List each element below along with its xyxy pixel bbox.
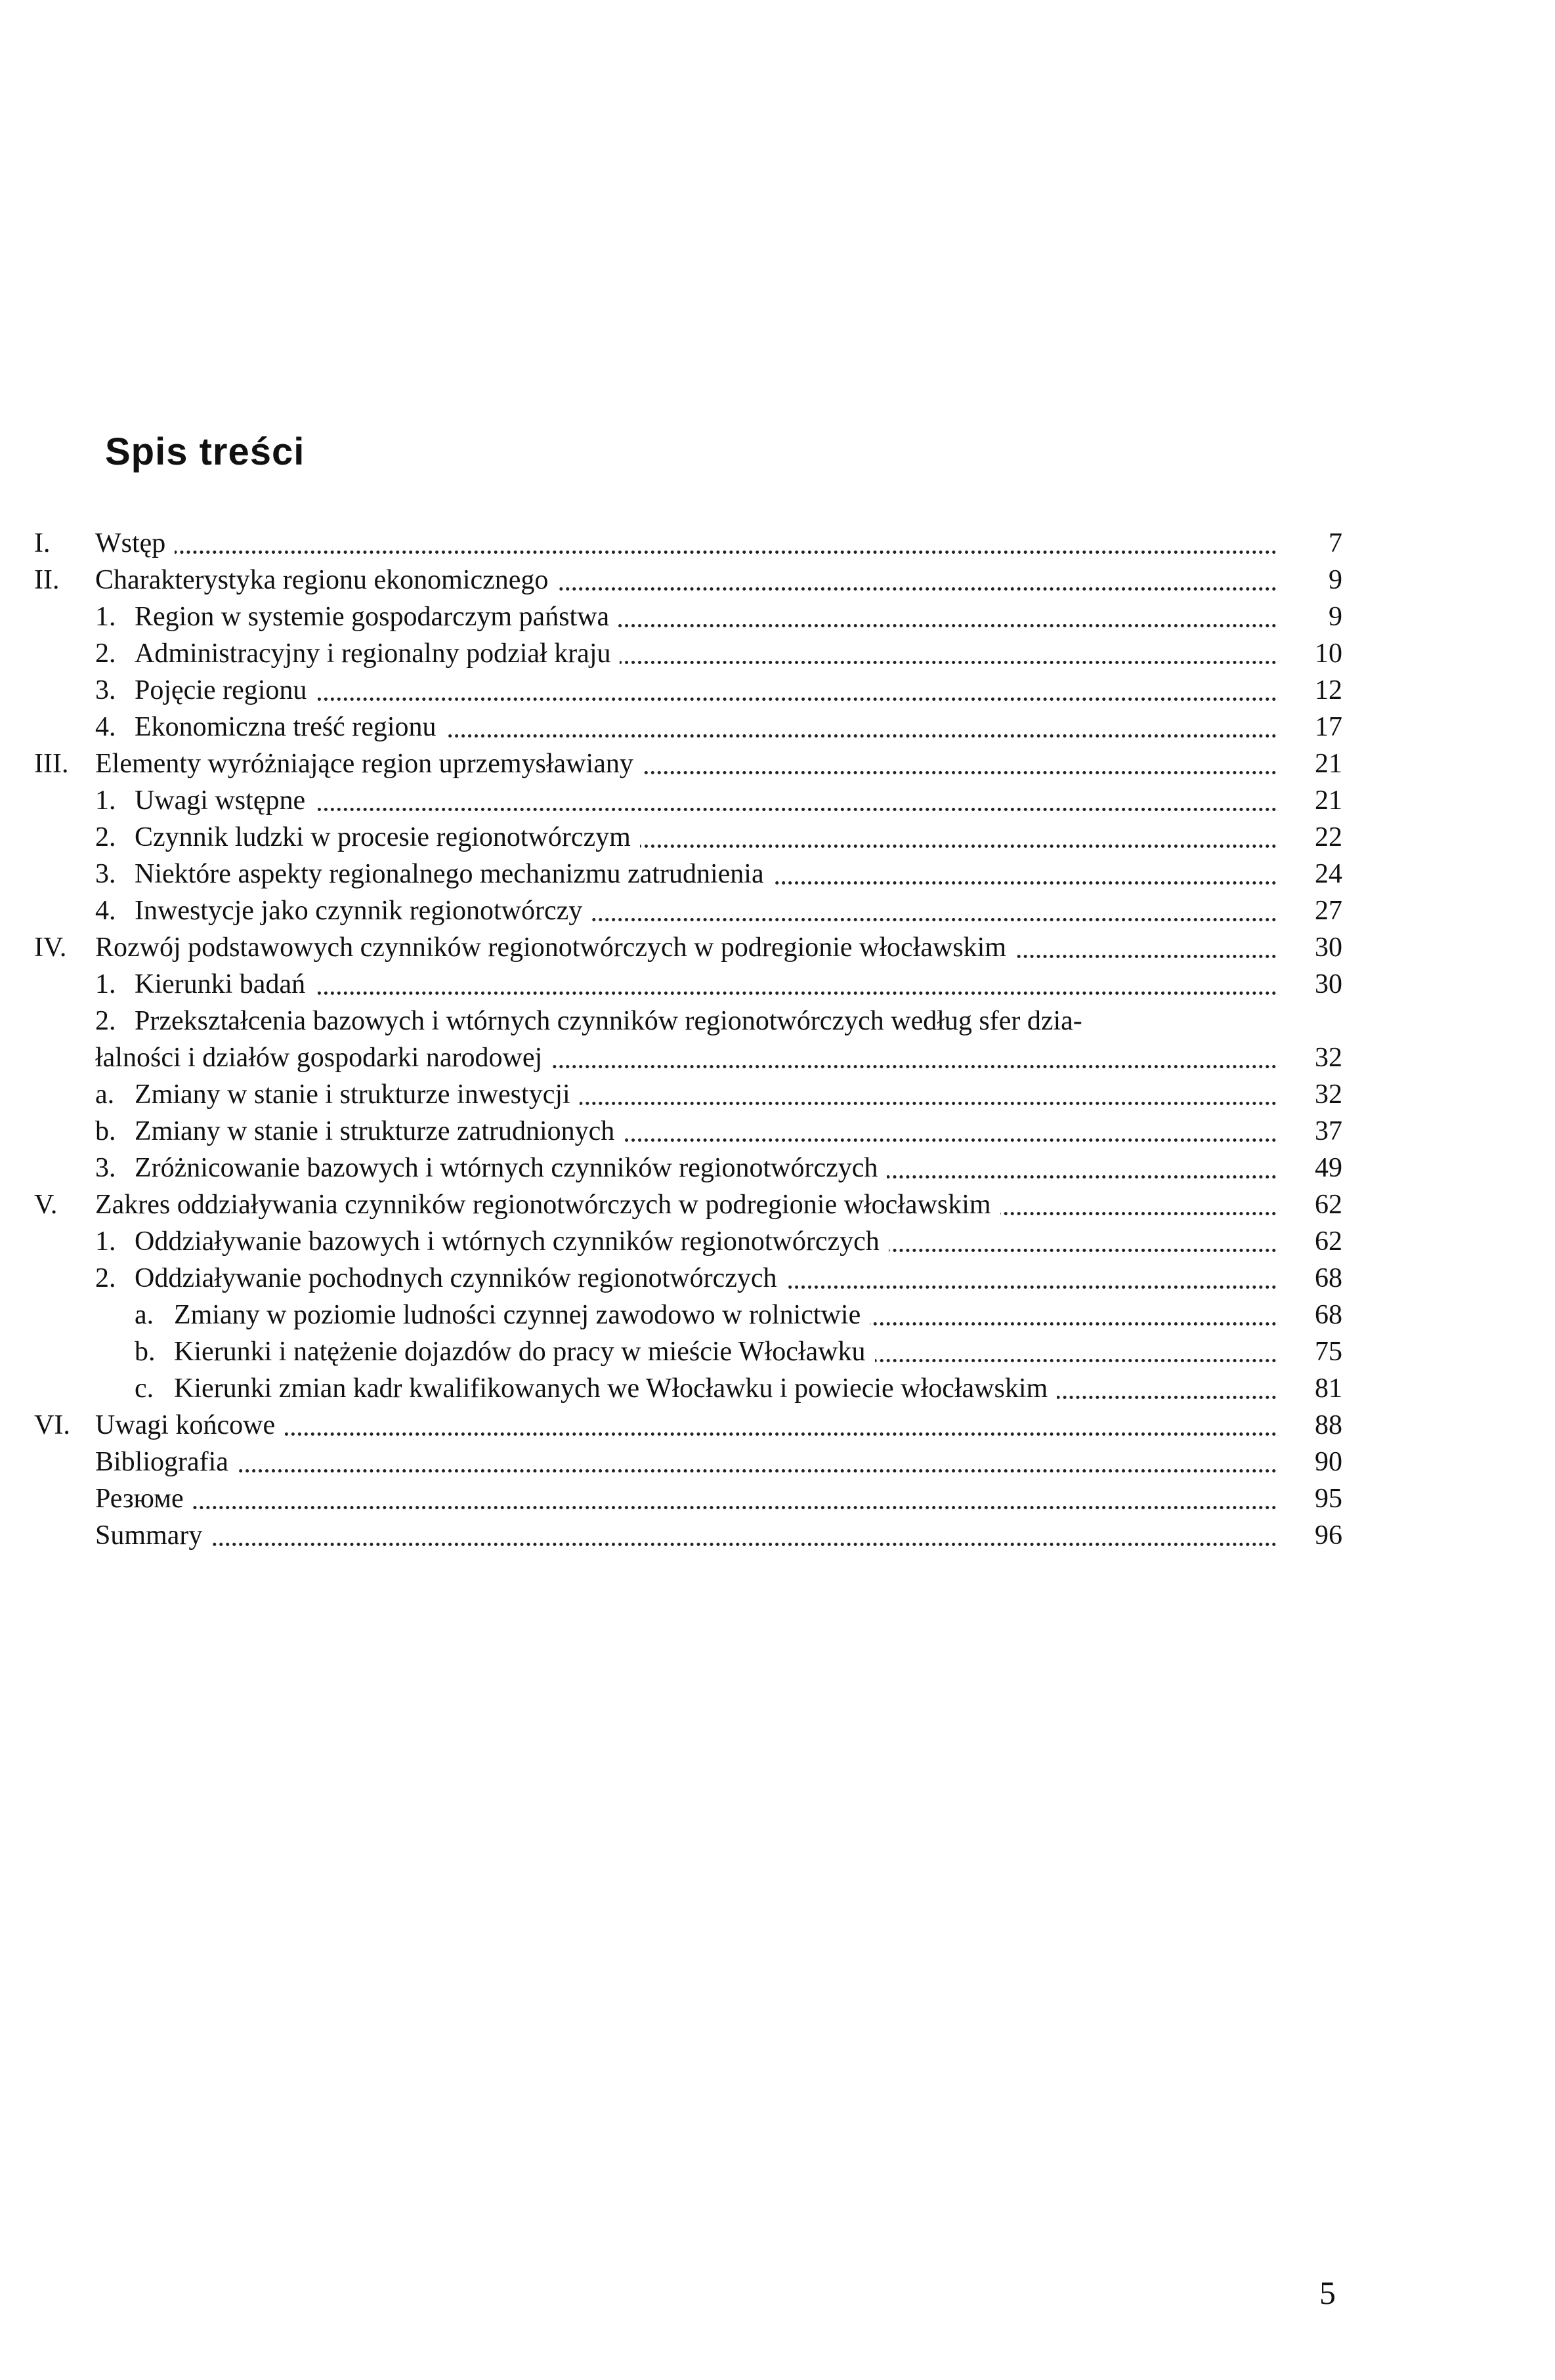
dot-leader xyxy=(95,1469,1277,1472)
toc-entry-title-text: Zmiany w poziomie ludności czynnej zawodowo w rolnictwie xyxy=(174,1300,870,1330)
toc-entry-page: 7 xyxy=(1329,528,1342,558)
toc-entry-title-text: Uwagi końcowe xyxy=(95,1410,284,1440)
toc-entry-number: III. xyxy=(34,749,69,779)
toc-entry-title-text: Rozwój podstawowych czynników regionotwórczych w podregionie włocławskim xyxy=(95,932,1015,963)
toc-entry-title xyxy=(135,966,1277,1003)
toc-entry-title xyxy=(135,598,1277,635)
dot-leader xyxy=(95,1543,1277,1546)
toc-entry-number: 3. xyxy=(95,1153,116,1183)
toc-entry-title xyxy=(95,562,1277,598)
toc-entry-number: 1. xyxy=(95,785,116,816)
toc-entry-title xyxy=(95,745,1277,782)
toc-entry xyxy=(0,1260,1555,1297)
toc-entry xyxy=(0,709,1555,745)
toc-entry-page: 62 xyxy=(1315,1190,1342,1220)
toc-entry-number: 2. xyxy=(95,1263,116,1293)
toc-entry-number: 1. xyxy=(95,1226,116,1257)
toc-entry-title xyxy=(135,1076,1277,1113)
toc-entry xyxy=(0,929,1555,966)
toc-entry-number: 4. xyxy=(95,712,116,742)
toc-entry-page: 75 xyxy=(1315,1337,1342,1367)
toc-entry-title-text: Резюме xyxy=(95,1484,193,1514)
toc-entry-title-text: Zmiany w stanie i strukturze inwestycji xyxy=(135,1079,580,1110)
toc-entry-title xyxy=(135,856,1277,892)
page-number: 5 xyxy=(1319,2274,1336,2311)
toc-entry xyxy=(0,1003,1555,1039)
dot-leader xyxy=(95,1506,1277,1509)
toc-entry-number: IV. xyxy=(34,932,67,963)
toc-entry-number: a. xyxy=(135,1300,154,1330)
toc-entry xyxy=(0,1480,1555,1517)
toc-entry-title-text: Bibliografia xyxy=(95,1447,238,1477)
toc-entry xyxy=(0,856,1555,892)
toc-entry-title-text: Uwagi wstępne xyxy=(135,785,314,816)
toc-entry-page: 32 xyxy=(1315,1043,1342,1073)
toc-entry-title-text: Administracyjny i regionalny podział kraju xyxy=(135,638,620,669)
toc-entry-title-text: Czynnik ludzki w procesie regionotwórczym xyxy=(135,822,640,852)
toc-entry-title xyxy=(95,1480,1277,1517)
toc-entry xyxy=(0,1039,1555,1076)
toc-entry-page: 62 xyxy=(1315,1226,1342,1257)
toc-entry xyxy=(0,672,1555,709)
toc-entry-page: 10 xyxy=(1315,638,1342,669)
toc-entry xyxy=(0,1223,1555,1260)
toc-entry xyxy=(0,1333,1555,1370)
toc-entry-number: 3. xyxy=(95,859,116,889)
toc-entry-title xyxy=(135,782,1277,819)
toc-entry xyxy=(0,1407,1555,1444)
toc-entry-number: b. xyxy=(135,1337,156,1367)
toc-entry xyxy=(0,745,1555,782)
toc-entry-page: 24 xyxy=(1315,859,1342,889)
toc-entry-title-text: Wstęp xyxy=(95,528,175,558)
toc-entry-title xyxy=(174,1333,1277,1370)
toc-entry-title xyxy=(95,1517,1277,1554)
toc-entry-page: 27 xyxy=(1315,896,1342,926)
toc-entry-title xyxy=(135,819,1277,856)
toc-entry-page: 49 xyxy=(1315,1153,1342,1183)
page-title: Spis treści xyxy=(105,430,305,473)
toc-entry-page: 95 xyxy=(1315,1484,1342,1514)
toc-entry-title xyxy=(135,635,1277,672)
toc-entry xyxy=(0,1113,1555,1150)
toc-entry-title-text: Inwestycje jako czynnik regionotwórczy xyxy=(135,896,591,926)
toc-entry-title xyxy=(135,709,1277,745)
toc-entry-title xyxy=(95,1407,1277,1444)
toc-entry-title-text: Oddziaływanie bazowych i wtórnych czynników regionotwórczych xyxy=(135,1226,889,1257)
toc-entry-title xyxy=(95,1444,1277,1480)
toc-entry-page: 30 xyxy=(1315,969,1342,999)
toc-entry-title-text: Ekonomiczna treść regionu xyxy=(135,712,446,742)
toc-entry-title xyxy=(135,1113,1277,1150)
toc-entry-title xyxy=(135,1003,1277,1039)
toc-entry-number: 1. xyxy=(95,969,116,999)
toc-entry-title-text: Niektóre aspekty regionalnego mechanizmu zatrudnienia xyxy=(135,859,773,889)
toc-entry-number: 2. xyxy=(95,822,116,852)
toc-entry-page: 88 xyxy=(1315,1410,1342,1440)
toc-entry xyxy=(0,782,1555,819)
toc-entry-title-text: Summary xyxy=(95,1520,211,1551)
toc-entry-number: 2. xyxy=(95,638,116,669)
toc-entry xyxy=(0,1076,1555,1113)
toc-entry-title-text: Zakres oddziaływania czynników regionotwórczych w podregionie włocławskim xyxy=(95,1190,1000,1220)
toc-entry-title xyxy=(135,1223,1277,1260)
toc-entry-title xyxy=(135,672,1277,709)
toc-entry-title xyxy=(174,1297,1277,1333)
toc-entry-title-text: Przekształcenia bazowych i wtórnych czynników regionotwórczych według sfer dzia- xyxy=(135,1006,1092,1036)
toc-entry-number: V. xyxy=(34,1190,58,1220)
toc-entry-page: 68 xyxy=(1315,1300,1342,1330)
toc-entry-page: 90 xyxy=(1315,1447,1342,1477)
toc-entry-title xyxy=(135,1150,1277,1186)
toc-entry-page: 21 xyxy=(1315,785,1342,816)
toc-entry-page: 30 xyxy=(1315,932,1342,963)
toc-entry-page: 9 xyxy=(1329,602,1342,632)
toc-entry-title-text: Zmiany w stanie i strukturze zatrudnionych xyxy=(135,1116,624,1146)
toc-entry-title-text: Oddziaływanie pochodnych czynników regionotwórczych xyxy=(135,1263,786,1293)
toc-entry-title-text: Kierunki i natężenie dojazdów do pracy w mieście Włocławku xyxy=(174,1337,875,1367)
toc-entry-number: 2. xyxy=(95,1006,116,1036)
toc-entry xyxy=(0,598,1555,635)
toc-entry-title xyxy=(95,929,1277,966)
toc-entry xyxy=(0,1444,1555,1480)
toc-entry-title-text: Elementy wyróżniające region uprzemysławiany xyxy=(95,749,643,779)
dot-leader xyxy=(95,551,1277,554)
toc-entry-page: 32 xyxy=(1315,1079,1342,1110)
toc-entry-title-text: łalności i działów gospodarki narodowej xyxy=(95,1043,551,1073)
toc-entry-page: 9 xyxy=(1329,565,1342,595)
toc-entry-page: 21 xyxy=(1315,749,1342,779)
toc-entry-title xyxy=(174,1370,1277,1407)
toc-entry-number: a. xyxy=(95,1079,115,1110)
toc-entry-title xyxy=(135,892,1277,929)
toc-entry-title-text: Region w systemie gospodarczym państwa xyxy=(135,602,618,632)
toc-entry-title-text: Pojęcie regionu xyxy=(135,675,316,705)
toc-entry-number: II. xyxy=(34,565,60,595)
toc-entry xyxy=(0,635,1555,672)
toc-entry-title xyxy=(95,1039,1277,1076)
toc-entry-page: 81 xyxy=(1315,1373,1342,1404)
toc-entry xyxy=(0,1297,1555,1333)
toc-entry-page: 96 xyxy=(1315,1520,1342,1551)
toc-entry-number: 4. xyxy=(95,896,116,926)
toc-entry xyxy=(0,562,1555,598)
toc-entry-page: 22 xyxy=(1315,822,1342,852)
toc-entry-title-text: Kierunki zmian kadr kwalifikowanych we Włocławku i powiecie włocławskim xyxy=(174,1373,1057,1404)
toc-entry-number: c. xyxy=(135,1373,154,1404)
toc-entry xyxy=(0,892,1555,929)
toc-entry-number: 3. xyxy=(95,675,116,705)
toc-entry-title xyxy=(95,525,1277,562)
toc-entry xyxy=(0,1370,1555,1407)
toc-entry-number: 1. xyxy=(95,602,116,632)
toc-entry-title-text: Zróżnicowanie bazowych i wtórnych czynników regionotwórczych xyxy=(135,1153,887,1183)
toc-entry-number: VI. xyxy=(34,1410,70,1440)
toc-entry-page: 68 xyxy=(1315,1263,1342,1293)
toc-entry xyxy=(0,525,1555,562)
toc-entry-number: I. xyxy=(34,528,51,558)
toc-entry-page: 12 xyxy=(1315,675,1342,705)
toc-entry-title xyxy=(95,1186,1277,1223)
toc-entry-title xyxy=(135,1260,1277,1297)
toc-entry xyxy=(0,1517,1555,1554)
toc-entry-page: 37 xyxy=(1315,1116,1342,1146)
toc-entry xyxy=(0,1186,1555,1223)
toc-entry-page: 17 xyxy=(1315,712,1342,742)
toc-entry xyxy=(0,966,1555,1003)
toc-entry xyxy=(0,1150,1555,1186)
toc-entry-number: b. xyxy=(95,1116,116,1146)
toc-entry-title-text: Kierunki badań xyxy=(135,969,314,999)
toc-entry xyxy=(0,819,1555,856)
toc-entry-title-text: Charakterystyka regionu ekonomicznego xyxy=(95,565,557,595)
